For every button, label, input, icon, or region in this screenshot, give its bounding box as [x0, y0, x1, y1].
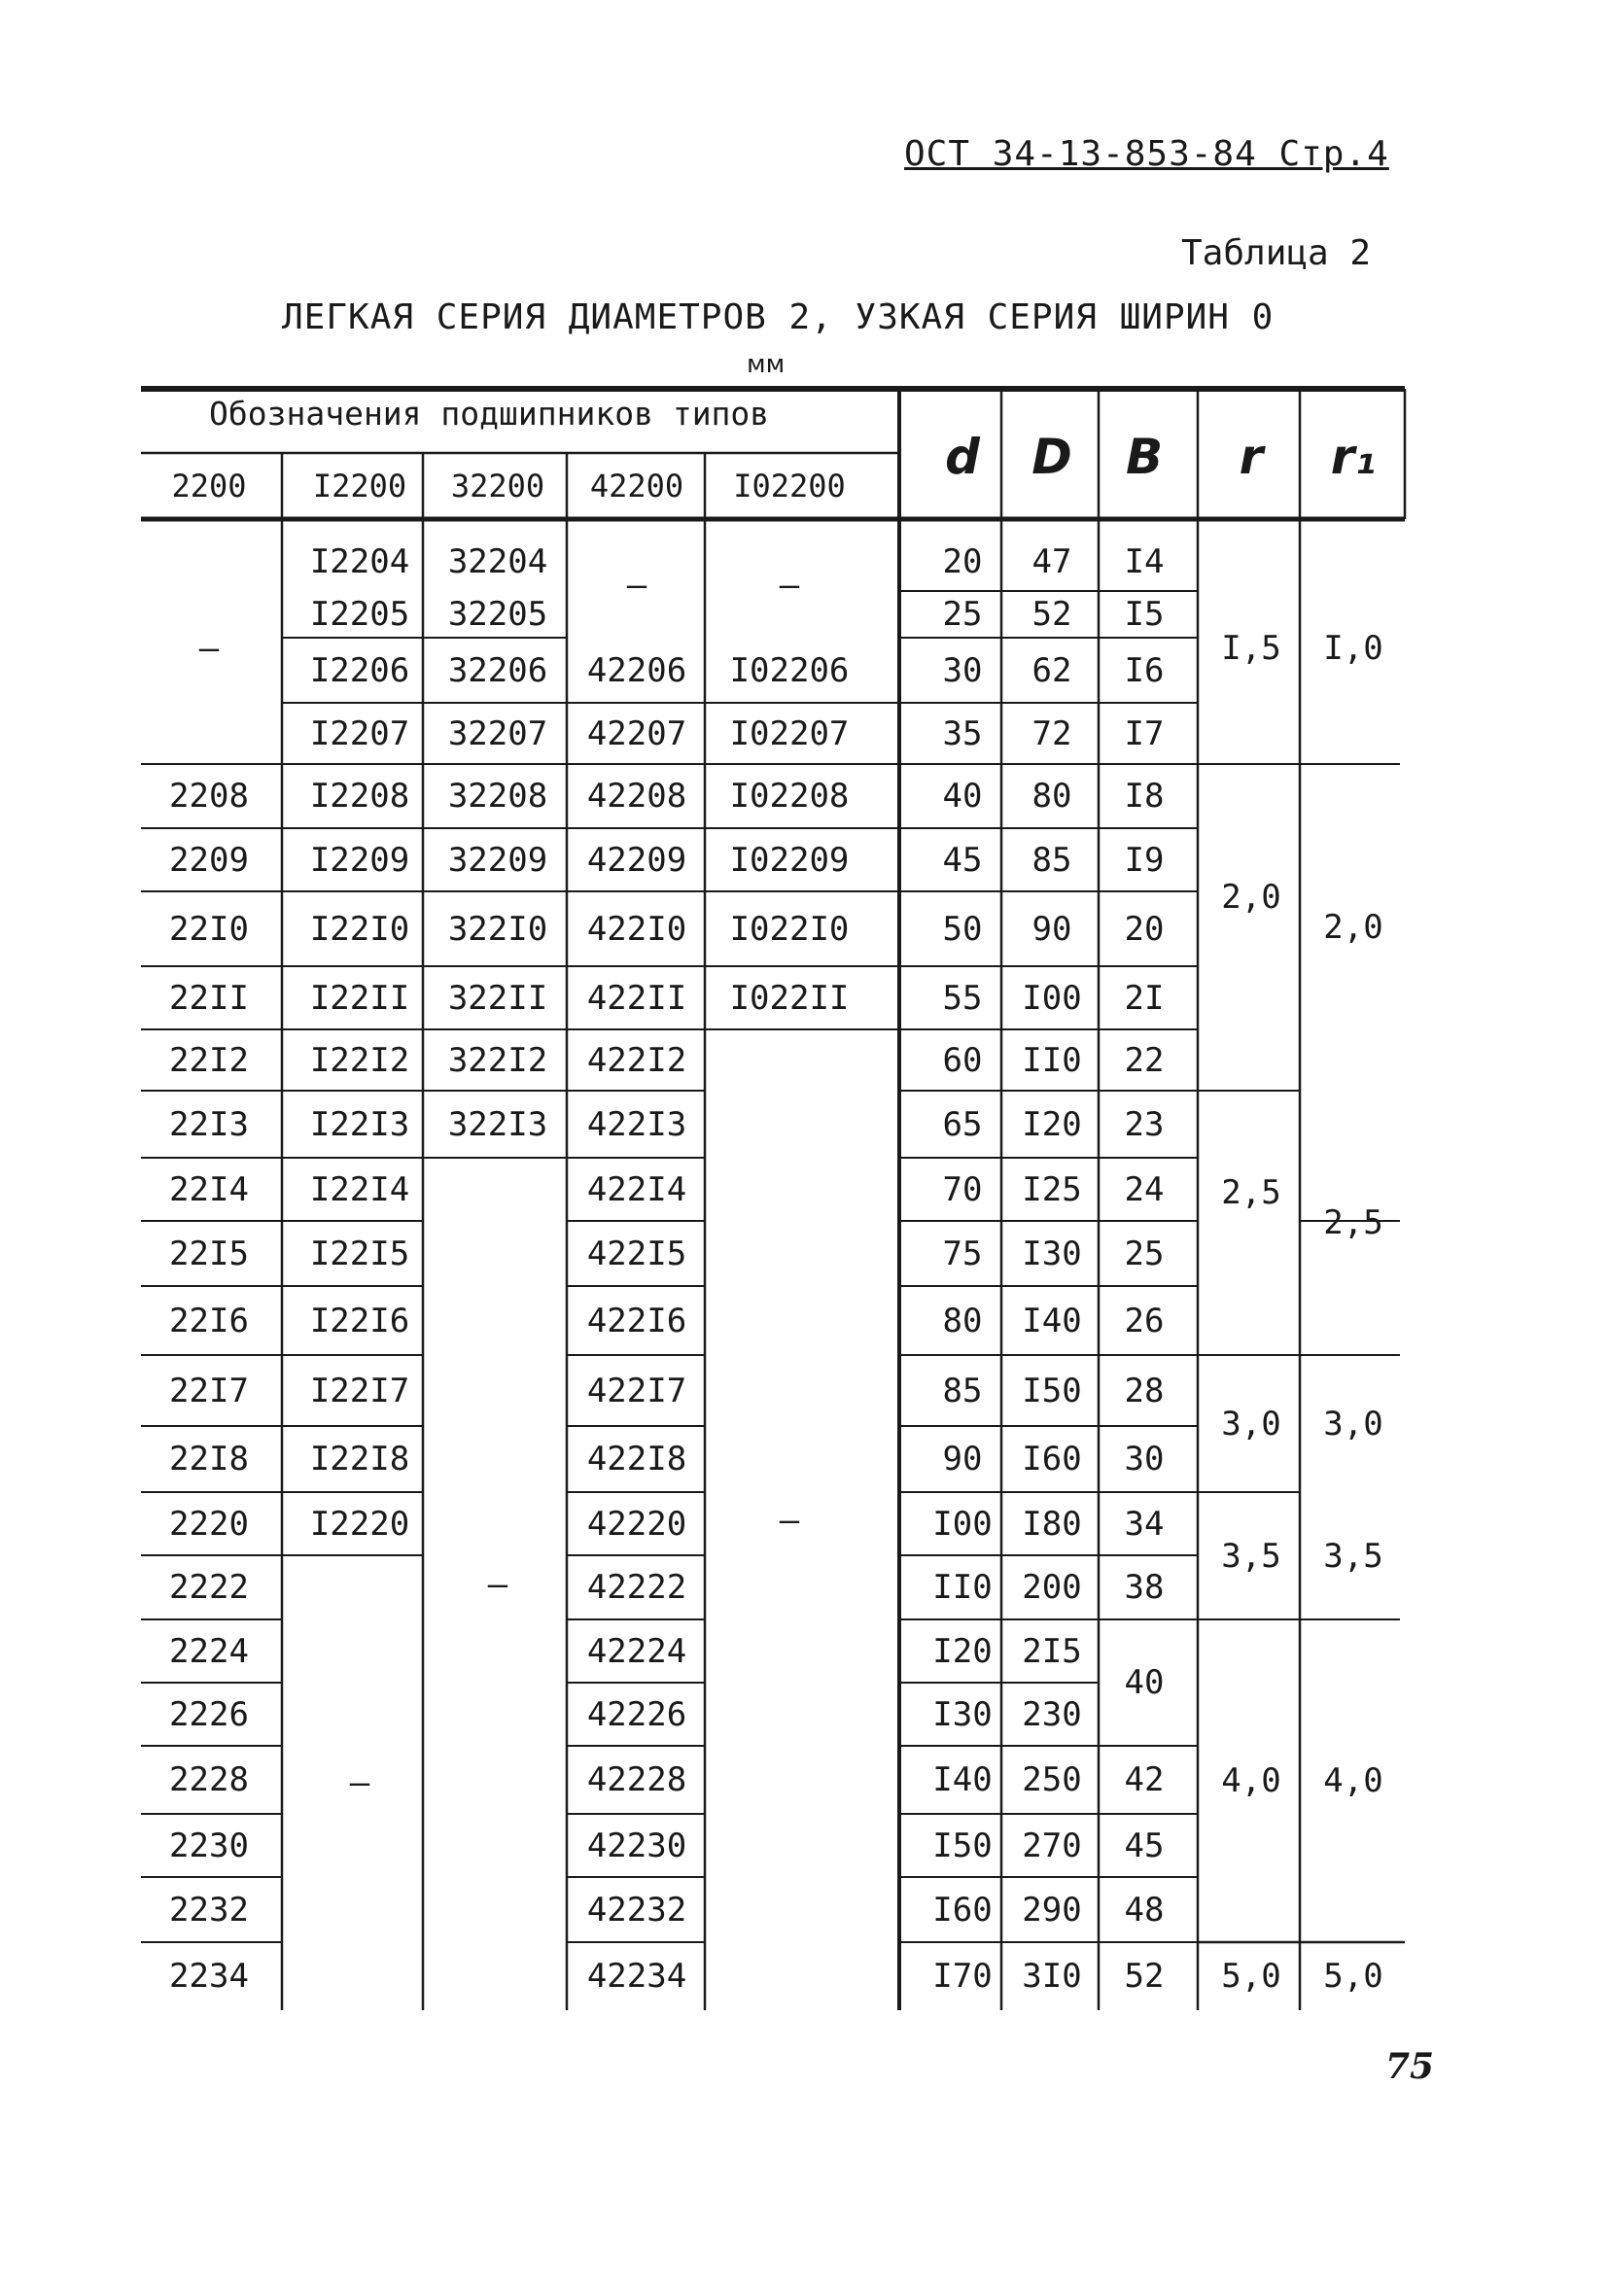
table-cell: 60 [942, 1040, 983, 1080]
dash-cell: — [487, 1564, 508, 1604]
table-cell: I40 [932, 1760, 993, 1799]
table-cell: 34 [1124, 1504, 1165, 1544]
table-cell: I2208 [309, 777, 410, 816]
table-cell: 30 [942, 650, 983, 690]
table-cell: 2234 [169, 1957, 249, 1996]
table-cell: 40 [1124, 1663, 1165, 1702]
column-type-header: 2200 [171, 468, 247, 504]
table-cell: I80 [1022, 1504, 1082, 1544]
table-cell: I22I7 [309, 1371, 410, 1410]
unit-label: мм [747, 350, 786, 379]
table-cell: II0 [932, 1568, 993, 1607]
table-cell: I60 [932, 1890, 993, 1930]
table-cell: 42209 [586, 840, 687, 880]
table-cell: 45 [942, 840, 983, 880]
table-cell: I22II [309, 978, 410, 1018]
table-cell: 55 [942, 978, 983, 1018]
r-value: 5,0 [1221, 1957, 1281, 1996]
r-value: 2,5 [1221, 1172, 1281, 1212]
table-cell: 22I6 [169, 1301, 249, 1340]
table-cell: 2226 [169, 1694, 249, 1734]
table-cell: 45 [1124, 1826, 1165, 1865]
table-cell: 70 [942, 1169, 983, 1209]
table-cell: I2206 [309, 650, 410, 690]
table-cell: 65 [942, 1104, 983, 1144]
table-cell: 42 [1124, 1760, 1165, 1799]
document-reference: ОСТ 34-13-853-84 Стр.4 [904, 134, 1389, 174]
table-cell: 52 [1124, 1957, 1165, 1996]
table-cell: I2205 [309, 595, 410, 634]
r1-value: 3,0 [1323, 1404, 1383, 1444]
table-cell: I22I3 [309, 1104, 410, 1144]
table-cell: 322I2 [447, 1040, 548, 1080]
page-number: 75 [1385, 2046, 1435, 2087]
table-cell: II0 [1022, 1040, 1082, 1080]
table-cell: 422I4 [586, 1169, 687, 1209]
table-cell: 42208 [586, 777, 687, 816]
table-cell: 42228 [586, 1760, 687, 1799]
table-cell: 25 [942, 595, 983, 634]
column-symbol-header: d [945, 429, 980, 485]
table-cell: 22I7 [169, 1371, 249, 1410]
table-cell: 2I5 [1022, 1631, 1082, 1671]
table-cell: 2228 [169, 1760, 249, 1799]
column-symbol-header: r₁ [1330, 429, 1377, 485]
table-cell: 22II [169, 978, 249, 1018]
table-cell: I2204 [309, 542, 410, 581]
table-cell: 422I6 [586, 1301, 687, 1340]
table-cell: 42206 [586, 650, 687, 690]
table-cell: 322I0 [447, 909, 548, 949]
r-value: 3,5 [1221, 1536, 1281, 1576]
table-cell: I022I0 [729, 909, 850, 949]
table-cell: I30 [932, 1694, 993, 1734]
table-cell: I022II [729, 978, 850, 1018]
r1-value: 2,0 [1323, 908, 1383, 947]
table-cell: 25 [1124, 1234, 1165, 1273]
table-cell: 32205 [447, 595, 548, 634]
table-cell: 52 [1031, 595, 1072, 634]
table-cell: 422I7 [586, 1371, 687, 1410]
table-cell: 35 [942, 713, 983, 753]
table-cell: I7 [1124, 713, 1165, 753]
table-cell: 47 [1031, 542, 1072, 581]
table-cell: 2232 [169, 1890, 249, 1930]
column-type-header: 32200 [450, 468, 545, 504]
table-cell: 270 [1022, 1826, 1082, 1865]
table-cell: 32209 [447, 840, 548, 880]
table-cell: I22I4 [309, 1169, 410, 1209]
table-cell: I4 [1124, 542, 1165, 581]
table-cell: I00 [1022, 978, 1082, 1018]
table-cell: 422I8 [586, 1440, 687, 1478]
table-cell: I60 [1022, 1440, 1082, 1478]
column-type-header: I02200 [733, 468, 846, 504]
table-cell: 42220 [586, 1504, 687, 1544]
table-cell: I5 [1124, 595, 1165, 634]
table-cell: 42207 [586, 713, 687, 753]
table-cell: I30 [1022, 1234, 1082, 1273]
table-cell: 42230 [586, 1826, 687, 1865]
table-cell: 42232 [586, 1890, 687, 1930]
table-cell: 322II [447, 978, 548, 1018]
table-cell: 72 [1031, 713, 1072, 753]
table-cell: I22I5 [309, 1234, 410, 1273]
table-cell: I02208 [729, 777, 850, 816]
table-cell: I50 [1022, 1371, 1082, 1410]
table-cell: 80 [1031, 777, 1072, 816]
table-cell: 38 [1124, 1568, 1165, 1607]
table-cell: I70 [932, 1957, 993, 1996]
table-cell: 2230 [169, 1826, 249, 1865]
table-label: Таблица 2 [1181, 233, 1372, 273]
column-symbol-header: D [1031, 429, 1072, 485]
r1-value: 2,5 [1323, 1203, 1383, 1242]
table-cell: 28 [1124, 1371, 1165, 1410]
r1-value: 5,0 [1323, 1957, 1383, 1996]
table-cell: 22I5 [169, 1234, 249, 1273]
table-cell: 22I0 [169, 909, 249, 949]
table-cell: 2220 [169, 1504, 249, 1544]
column-type-header: 42200 [589, 468, 684, 504]
table-cell: I22I8 [309, 1440, 410, 1478]
table-cell: I02206 [729, 650, 850, 690]
table-cell: 42234 [586, 1957, 687, 1996]
table-cell: 422II [586, 978, 687, 1018]
r-value: 4,0 [1221, 1761, 1281, 1800]
table-cell: 48 [1124, 1890, 1165, 1930]
table-cell: 2222 [169, 1568, 249, 1607]
column-group-label: Обозначения подшипников типов [209, 395, 770, 433]
table-cell: 250 [1022, 1760, 1082, 1799]
table-cell: 2I [1124, 978, 1165, 1018]
table-cell: 22I2 [169, 1040, 249, 1080]
table-cell: 422I0 [586, 909, 687, 949]
table-cell: I50 [932, 1826, 993, 1865]
dash-cell: — [626, 566, 647, 605]
table-cell: 24 [1124, 1169, 1165, 1209]
table-cell: 80 [942, 1301, 983, 1340]
r1-value: 3,5 [1323, 1536, 1383, 1576]
table-cell: 30 [1124, 1440, 1165, 1478]
table-cell: 422I2 [586, 1040, 687, 1080]
dash-cell: — [198, 629, 220, 668]
table-cell: 26 [1124, 1301, 1165, 1340]
dash-cell: — [349, 1763, 370, 1802]
table-cell: 2208 [169, 777, 249, 816]
table-cell: I20 [932, 1631, 993, 1671]
table-cell: 200 [1022, 1568, 1082, 1607]
table-cell: I20 [1022, 1104, 1082, 1144]
table-cell: 322I3 [447, 1104, 548, 1144]
table-cell: I40 [1022, 1301, 1082, 1340]
table-cell: 32207 [447, 713, 548, 753]
r-value: I,5 [1221, 629, 1281, 668]
table-cell: I8 [1124, 777, 1165, 816]
table-cell: 2209 [169, 840, 249, 880]
table-cell: 50 [942, 909, 983, 949]
table-cell: 62 [1031, 650, 1072, 690]
table-cell: I02209 [729, 840, 850, 880]
table-cell: I22I0 [309, 909, 410, 949]
column-symbol-header: r [1239, 429, 1264, 485]
table-cell: 40 [942, 777, 983, 816]
table-cell: 22I3 [169, 1104, 249, 1144]
table-cell: 22I8 [169, 1440, 249, 1478]
table-cell: I2207 [309, 713, 410, 753]
table-cell: 23 [1124, 1104, 1165, 1144]
r1-value: I,0 [1323, 629, 1383, 668]
table-cell: 75 [942, 1234, 983, 1273]
table-cell: 20 [1124, 909, 1165, 949]
table-cell: I25 [1022, 1169, 1082, 1209]
table-cell: 42222 [586, 1568, 687, 1607]
dash-cell: — [779, 1500, 800, 1540]
table-cell: 422I3 [586, 1104, 687, 1144]
table-cell: 22 [1124, 1040, 1165, 1080]
table-cell: I00 [932, 1504, 993, 1544]
column-type-header: I2200 [312, 468, 407, 504]
table-cell: 85 [1031, 840, 1072, 880]
table-cell: 42226 [586, 1694, 687, 1734]
table-cell: 20 [942, 542, 983, 581]
table-cell: I22I2 [309, 1040, 410, 1080]
table-cell: I2220 [309, 1504, 410, 1544]
column-symbol-header: B [1125, 429, 1164, 485]
table-cell: I2209 [309, 840, 410, 880]
table-cell: 32208 [447, 777, 548, 816]
table-cell: 230 [1022, 1694, 1082, 1734]
table-cell: 290 [1022, 1890, 1082, 1930]
r-value: 2,0 [1221, 877, 1281, 917]
table-cell: I02207 [729, 713, 850, 753]
table-cell: I9 [1124, 840, 1165, 880]
table-cell: I6 [1124, 650, 1165, 690]
table-cell: 90 [1031, 909, 1072, 949]
table-cell: 85 [942, 1371, 983, 1410]
dash-cell: — [779, 566, 800, 605]
table-cell: 22I4 [169, 1169, 249, 1209]
table-cell: 42224 [586, 1631, 687, 1671]
table-cell: 422I5 [586, 1234, 687, 1273]
table-cell: 2224 [169, 1631, 249, 1671]
table-cell: 32206 [447, 650, 548, 690]
table-cell: 32204 [447, 542, 548, 581]
table-cell: I22I6 [309, 1301, 410, 1340]
r1-value: 4,0 [1323, 1761, 1383, 1800]
table-cell: 3I0 [1022, 1957, 1082, 1996]
table-cell: 90 [942, 1440, 983, 1478]
r-value: 3,0 [1221, 1404, 1281, 1444]
table-title: ЛЕГКАЯ СЕРИЯ ДИАМЕТРОВ 2, УЗКАЯ СЕРИЯ ШИРИН 0 [282, 297, 1275, 337]
